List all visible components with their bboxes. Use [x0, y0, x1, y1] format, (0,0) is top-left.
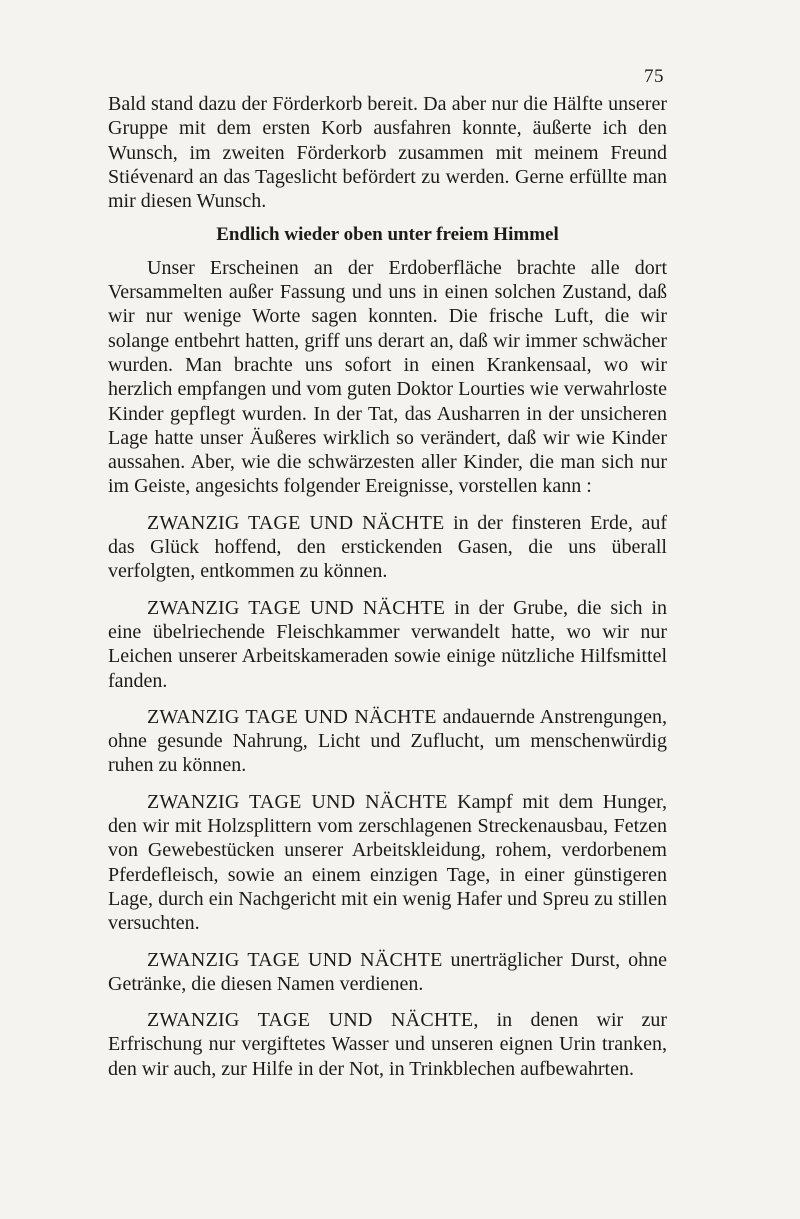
twenty-days-text: unerträglicher Durst, ohne Getränke, die diesen Namen verdienen.	[108, 948, 667, 995]
page-number: 75	[644, 66, 664, 87]
twenty-days-lead: ZWANZIG TAGE UND NÄCHTE	[147, 511, 445, 534]
twenty-days-lead: ZWANZIG TAGE UND NÄCHTE	[147, 705, 437, 728]
twenty-days-text: Kampf mit dem Hunger, den wir mit Holzsplittern vom zerschlagenen Streckenausbau, Fetzen von Gewebestücken unserer Arbeitskleidung, rohem, verdorbenem Pferdefleisch, sowie an einem einzigen Tage, in einer günstigeren Lage, durch ein Nachgericht mit ein wenig Hafer und Spreu zu stillen versuchten.	[108, 790, 667, 935]
twenty-days-lead: ZWANZIG TAGE UND NÄCHTE	[147, 596, 446, 619]
twenty-days-paragraph-1	[108, 511, 667, 584]
body-text	[108, 92, 667, 1081]
twenty-days-paragraph-5	[108, 948, 667, 997]
main-paragraph: Unser Erscheinen an der Erdoberfläche brachte alle dort Versammelten außer Fassung und uns in einen solchen Zustand, daß wir nur wenige Worte sagen konnten. Die frische Luft, die wir solange entbehrt hatten, griff uns derart an, daß wir immer schwächer wurden. Man brachte uns sofort in einen Krankensaal, wo wir herzlich empfangen und vom guten Doktor Lourties wie verwahrloste Kinder gepflegt wurden. In der Tat, das Ausharren in der unsicheren Lage hatte unser Äußeres wirklich so verändert, daß wir wie Kinder aussahen. Aber, wie die schwärzesten aller Kinder, die man sich nur im Geiste, angesichts folgender Ereignisse, vorstellen kann :	[108, 256, 667, 498]
twenty-days-paragraph-4	[108, 790, 667, 936]
twenty-days-text: in der finsteren Erde, auf das Glück hoffend, den erstickenden Gasen, die uns überall verfolgten, entkommen zu können.	[108, 511, 667, 583]
twenty-days-text: in der Grube, die sich in eine übelriechende Fleischkammer verwandelt hatte, wo wir nur Leichen unserer Arbeitskameraden sowie einige nützliche Hilfsmittel fanden.	[108, 596, 668, 692]
section-heading: Endlich wieder oben unter freiem Himmel	[216, 224, 559, 246]
twenty-days-paragraph-2	[108, 596, 667, 693]
twenty-days-lead: ZWANZIG TAGE UND NÄCHTE	[147, 948, 443, 971]
twenty-days-text: , in denen wir zur Erfrischung nur vergiftetes Wasser und unseren eignen Urin tranken, den wir auch, zur Hilfe in der Not, in Trinkblechen aufbewahrten.	[108, 1009, 667, 1080]
twenty-days-lead: ZWANZIG TAGE UND NÄCHTE	[147, 790, 448, 813]
intro-paragraph: Bald stand dazu der Förderkorb bereit. Da aber nur die Hälfte unserer Gruppe mit dem ersten Korb ausfahren konnte, äußerte ich den Wunsch, im zweiten Förderkorb zusammen mit meinem Freund Stiévenard an das Tageslicht befördert zu werden. Gerne erfüllte man mir diesen Wunsch.	[108, 93, 667, 213]
twenty-days-lead: ZWANZIG TAGE UND NÄCHTE	[147, 1009, 474, 1032]
twenty-days-text: andauernde Anstrengungen, ohne gesunde Nahrung, Licht und Zuflucht, um menschenwürdig ruhen zu können.	[108, 705, 667, 777]
twenty-days-paragraph-3	[108, 705, 667, 778]
twenty-days-paragraph-6	[108, 1008, 667, 1081]
